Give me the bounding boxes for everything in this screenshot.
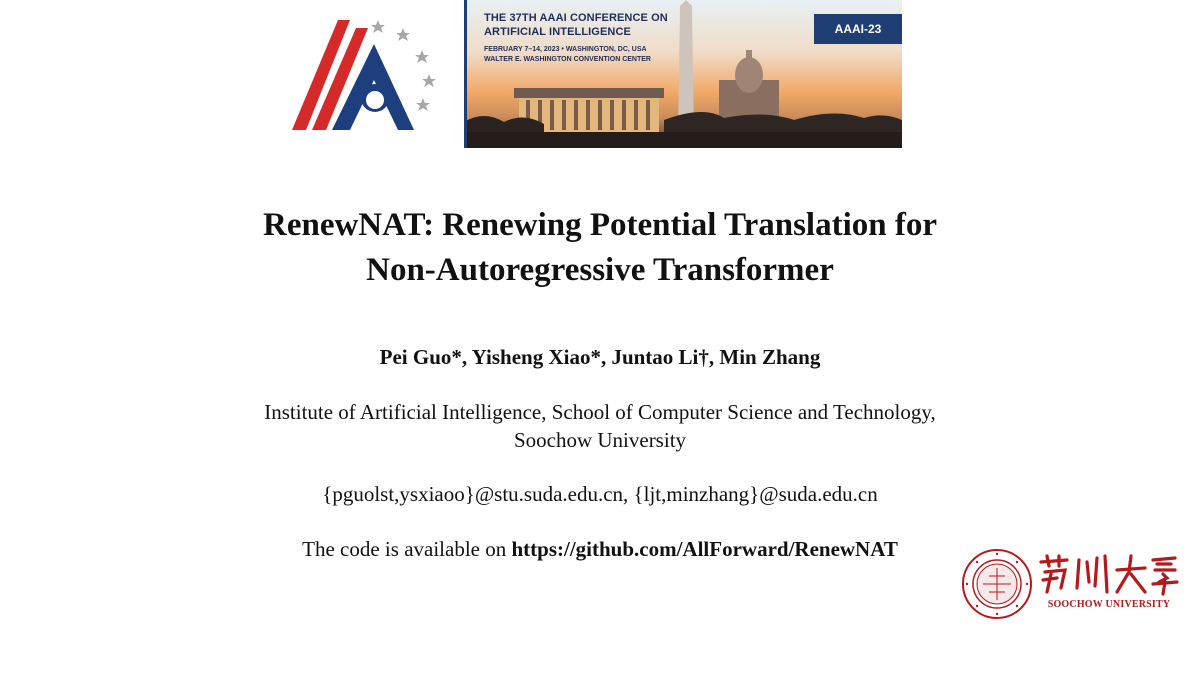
soochow-chinese-calligraphy (1037, 552, 1179, 596)
aaai-23-badge: AAAI-23 (814, 14, 902, 44)
affiliation-line2: Soochow University (513, 428, 687, 452)
authors: Pei Guo*, Yisheng Xiao*, Juntao Li†, Min Zhang (379, 345, 821, 369)
banner-title-line2: ARTIFICIAL INTELLIGENCE (484, 26, 631, 38)
code-prefix: The code is available on (302, 537, 512, 561)
soochow-seal-logo (961, 548, 1033, 620)
banner-venue: WALTER E. WASHINGTON CONVENTION CENTER (484, 56, 651, 63)
conference-banner (464, 0, 902, 148)
banner-title-line1: THE 37TH AAAI CONFERENCE ON (484, 12, 668, 24)
emails: {pguolst,ysxiaoo}@stu.suda.edu.cn, {ljt,minzhang}@suda.edu.cn (322, 482, 878, 506)
aaai-logo (288, 14, 438, 136)
code-url-link[interactable]: https://github.com/AllForward/RenewNAT (511, 537, 898, 561)
paper-title-line1: RenewNAT: Renewing Potential Translation for (262, 207, 937, 243)
soochow-university-name: SOOCHOW UNIVERSITY (1047, 599, 1171, 610)
banner-date-location: FEBRUARY 7–14, 2023 • WASHINGTON, DC, USA (484, 46, 647, 53)
paper-title-line2: Non-Autoregressive Transformer (366, 252, 834, 288)
affiliation-line1: Institute of Artificial Intelligence, School of Computer Science and Technology, (264, 400, 936, 424)
